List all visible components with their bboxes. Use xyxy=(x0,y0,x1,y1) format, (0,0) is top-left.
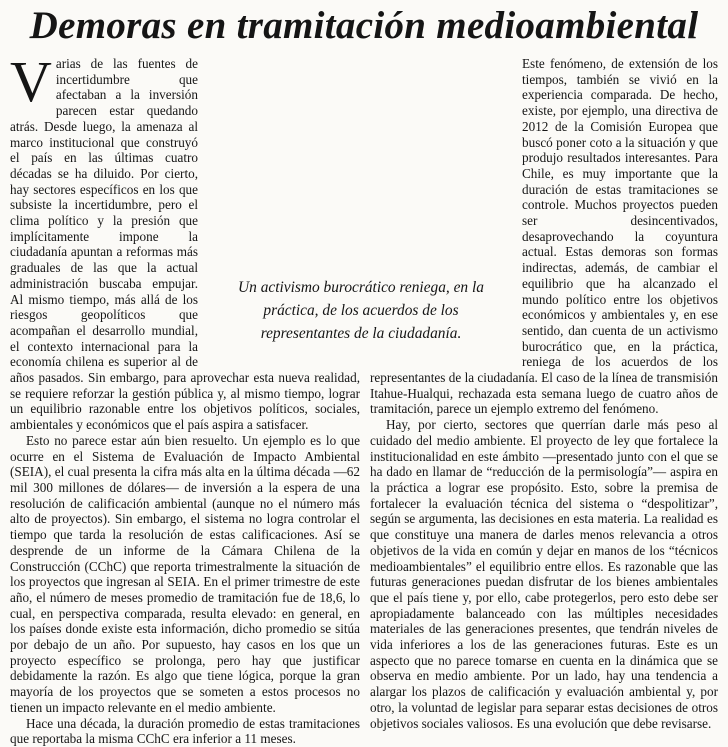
drop-cap: V xyxy=(10,49,52,114)
pull-quote: Un activismo burocrático reniega, en la práctica, de los acuerdos de los representantes de la ciudadanía. xyxy=(212,262,510,358)
article-column-left xyxy=(10,49,360,747)
paragraph-1-text: arias de las fuentes de incertidumbre que afectaban a la inversión parecen estar quedando atrás. Desde luego, la amenaza al marco institucional que construyó el país en las últimas cuatro décadas se ha diluido. Por cierto, hay sectores específicos en los que subsiste la incertidumbre, pero el clima político y la presión que implícitamente impone la ciudadanía apuntan a reformas más graduales de las que la actual administración buscaba empujar. Al mismo tiempo, más allá de los riesgos geopolíticos que acompañan el desarrollo mundial, el contexto internacional para la economía chilena es superior al de años pasados. Sin embargo, para aprovechar esta nueva realidad, se requiere reforzar la gestión pública y, al mismo tiempo, lograr un equilibrio razonable entre los objetivos políticos, sociales, ambientales y económicos que el país aspira a satisfacer. xyxy=(10,56,360,433)
paragraph-1 xyxy=(10,49,360,433)
paragraph-4-text: Este fenómeno, de extensión de los tiempos, también se vivió en la experiencia comparada. De hecho, existe, por ejemplo, una directiva de 2012 de la Comisión Europea que buscó poner coto a la situación y que produjo resultados interesantes. Para Chile, es muy importante que la duración de estas tramitaciones se controle. Muchos proyectos pueden ser desincentivados, desaprovechando la coyuntura actual. Estas demoras son formas indirectas, además, de cambiar el equilibrio que ha alcanzado el mundo político entre los objetivos económicos y ambientales y, en ese sentido, dan cuenta de un activismo burocrático que, en la práctica, reniega de los acuerdos de los representantes de la ciudadanía. El caso de la línea de transmisión Itahue-Hualqui, rechazada esta semana luego de cuatro años de tramitación, parece un ejemplo extremo del fenómeno. xyxy=(370,56,718,417)
paragraph-4 xyxy=(370,56,718,417)
article-column-right xyxy=(370,56,718,731)
paragraph-5: Hay, por cierto, sectores que querrían darle más peso al cuidado del medio ambiente. El proyecto de ley que fortalece la institucionalidad en este ámbito —presentado junto con el que se ha dado en llamar de “reducción de la permisología”— aspira en la práctica a lograr ese propósito. Esto, sobre la premisa de fortalecer la evaluación técnica del sistema o “despolitizar”, según se argumenta, las decisiones en esta materia. La realidad es que constituye una manera de darles menos relevancia a otros objetivos de la vida en común y dejar en manos de los “técnicos medioambientales” el equilibrio entre ellos. Es razonable que las futuras generaciones puedan disfrutar de los bienes ambientales que el país tiene y, por ello, cabe protegerlos, pero esto debe ser apropiadamente balanceado con las múltiples necesidades materiales de las generaciones presentes, que tendrán niveles de vida inferiores a los de las generaciones futuras. Este es un aspecto que no parece tomarse en cuenta en la dinámica que se observa en medio ambiente. Por un lado, hay una tendencia a alargar los plazos de calificación y evaluación ambiental y, por otro, la voluntad de legislar para separar estas decisiones de otros objetivos sociales valiosos. Es una evolución que debe revisarse. xyxy=(370,417,718,731)
paragraph-3: Hace una década, la duración promedio de estas tramitaciones que reportaba la misma CChC era inferior a 11 meses. xyxy=(10,715,360,747)
headline: Demoras en tramitación medioambiental xyxy=(29,4,699,47)
paragraph-2: Esto no parece estar aún bien resuelto. Un ejemplo es lo que ocurre en el Sistema de Evaluación de Impacto Ambiental (SEIA), el cual presenta la cifra más alta en la última década —62 mil 300 millones de dólares— de inversión a la espera de una resolución de calificación ambiental (aunque no el número más alto de proyectos). Sin embargo, el sistema no logra controlar el tiempo que tarda la resolución de estas calificaciones. Así se desprende de un informe de la Cámara Chilena de la Construcción (CChC) que reporta trimestralmente la situación de los proyectos que ingresan al SEIA. En el primer trimestre de este año, el número de meses promedio de tramitación fue de 18,6, lo cual, en perspectiva comparada, resulta elevado: en general, en los países donde existe esta información, dicho promedio se sitúa por debajo de un año. Por supuesto, hay casos en los que un proyecto específico se prolonga, pero hay que justificar debidamente la razón. Es algo que tiene lógica, porque la gran mayoría de los proyectos que se someten a estos procesos no tienen un impacto relevante en el medio ambiente. xyxy=(10,432,360,715)
